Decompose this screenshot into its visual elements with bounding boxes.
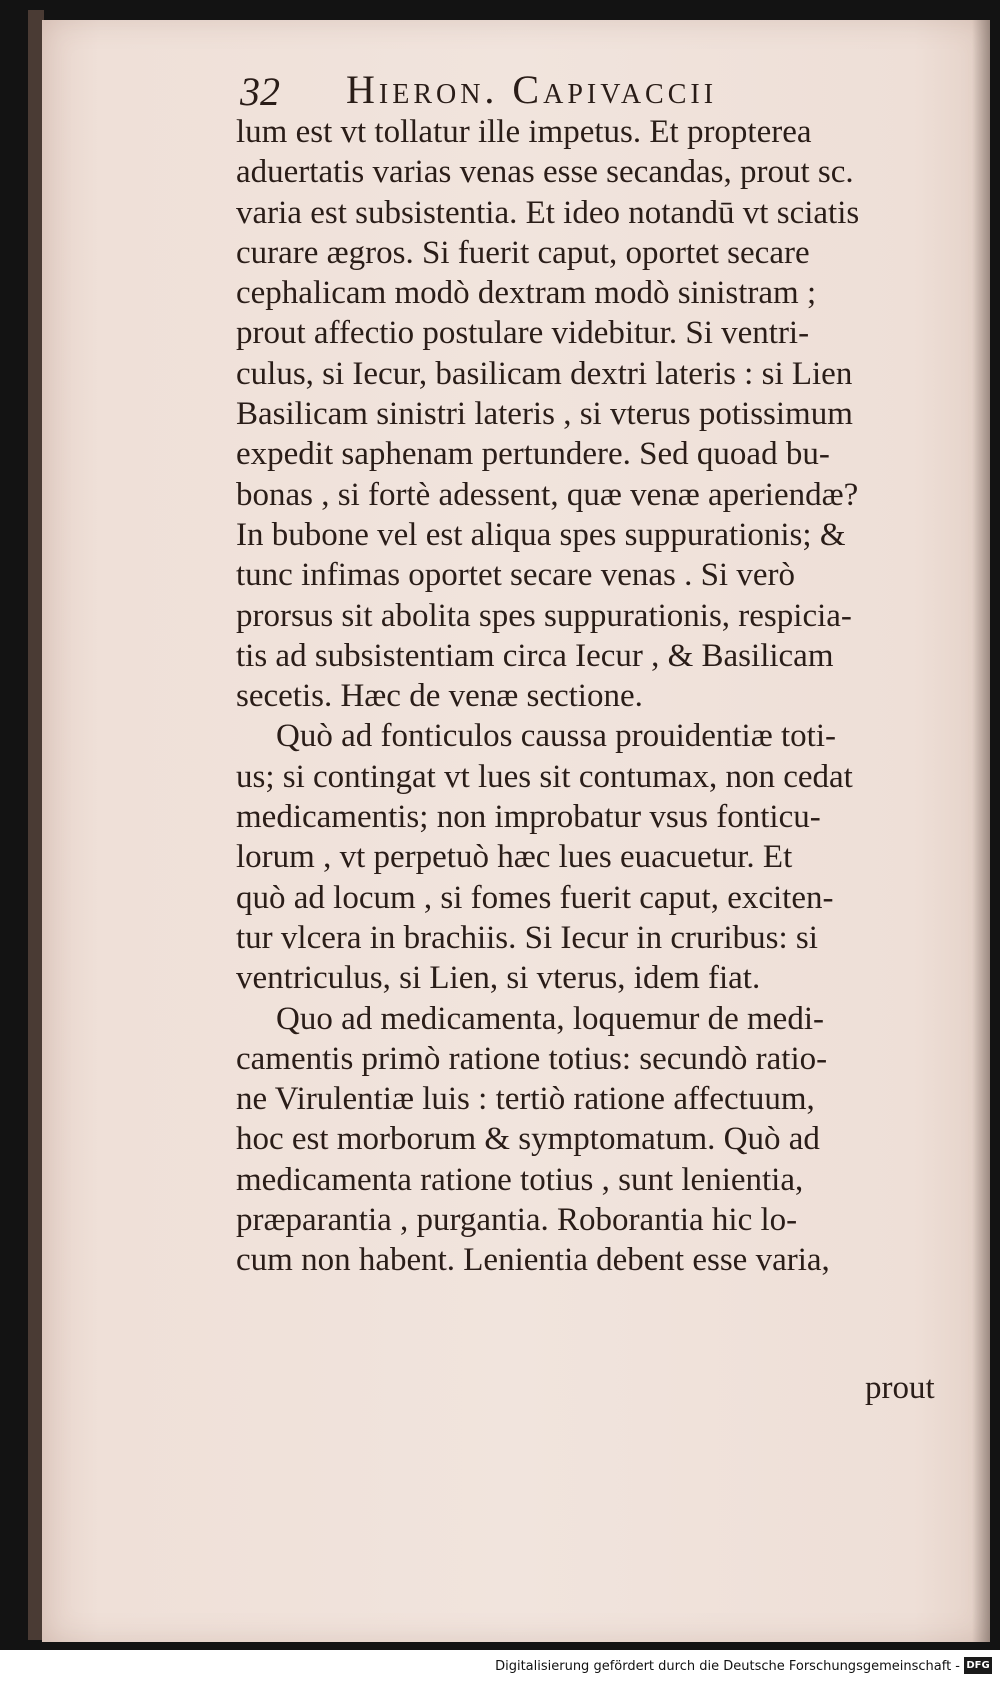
page-header bbox=[196, 60, 966, 120]
body-text bbox=[236, 112, 956, 1281]
text-line: tunc infimas oportet secare venas . Si verò bbox=[236, 557, 795, 594]
spine-shadow bbox=[972, 20, 990, 1642]
text-line: quò ad locum , si fomes fuerit caput, exciten- bbox=[236, 879, 834, 916]
text-line: tur vlcera in brachiis. Si Iecur in cruribus: si bbox=[236, 919, 818, 956]
text-line: ne Virulentiæ luis : tertiò ratione affectuum, bbox=[236, 1081, 815, 1118]
text-line: bonas , si fortè adessent, quæ venæ aperiendæ? bbox=[236, 476, 859, 513]
text-line: prorsus sit abolita spes suppurationis, respicia- bbox=[236, 597, 852, 634]
text-line: lum est vt tollatur ille impetus. Et propterea bbox=[236, 114, 812, 150]
digitization-credit: Digitalisierung gefördert durch die Deutsche Forschungsgemeinschaft - bbox=[495, 1659, 960, 1674]
text-line: expedit saphenam pertundere. Sed quoad bu- bbox=[236, 436, 830, 473]
text-line: hoc est morborum & symptomatum. Quò ad bbox=[236, 1121, 820, 1158]
text-line: aduertatis varias venas esse secandas, prout sc. bbox=[236, 154, 854, 191]
text-line: Quo ad medicamenta, loquemur de medi- bbox=[276, 1000, 824, 1037]
running-head: Hieron. Capivaccii bbox=[346, 67, 718, 112]
text-line: præparantia , purgantia. Roborantia hic lo- bbox=[236, 1202, 798, 1239]
text-line: lorum , vt perpetuò hæc lues euacuetur. Et bbox=[236, 839, 793, 876]
footer-bar bbox=[0, 1650, 1000, 1683]
text-line: secetis. Hæc de venæ sectione. bbox=[236, 678, 643, 715]
text-line: varia est subsistentia. Et ideo notandū vt sciatis bbox=[236, 194, 860, 231]
catchword: prout bbox=[865, 1370, 935, 1406]
dfg-logo: DFG bbox=[964, 1657, 992, 1674]
text-line: In bubone vel est aliqua spes suppurationis; & bbox=[236, 516, 846, 553]
text-line: tis ad subsistentiam circa Iecur , & Basilicam bbox=[236, 637, 834, 674]
text-line: medicamentis; non improbatur vsus fonticu- bbox=[236, 799, 821, 836]
text-line: prout affectio postulare videbitur. Si ventri- bbox=[236, 315, 810, 352]
text-line: curare ægros. Si fuerit caput, oportet secare bbox=[236, 234, 810, 271]
text-line: us; si contingat vt lues sit contumax, non cedat bbox=[236, 758, 853, 795]
text-line: cum non habent. Lenientia debent esse varia, bbox=[236, 1242, 830, 1279]
text-line: Basilicam sinistri lateris , si vterus potissimum bbox=[236, 396, 853, 433]
text-line: ventriculus, si Lien, si vterus, idem fiat. bbox=[236, 960, 761, 997]
page-number: 32 bbox=[240, 69, 280, 114]
text-line: Quò ad fonticulos caussa prouidentiæ toti- bbox=[276, 718, 836, 755]
text-line: medicamenta ratione totius , sunt lenientia, bbox=[236, 1161, 804, 1198]
text-line: cephalicam modò dextram modò sinistram ; bbox=[236, 275, 817, 312]
text-line: culus, si Iecur, basilicam dextri lateris : si Lien bbox=[236, 355, 853, 392]
text-line: camentis primò ratione totius: secundò ratio- bbox=[236, 1040, 828, 1077]
